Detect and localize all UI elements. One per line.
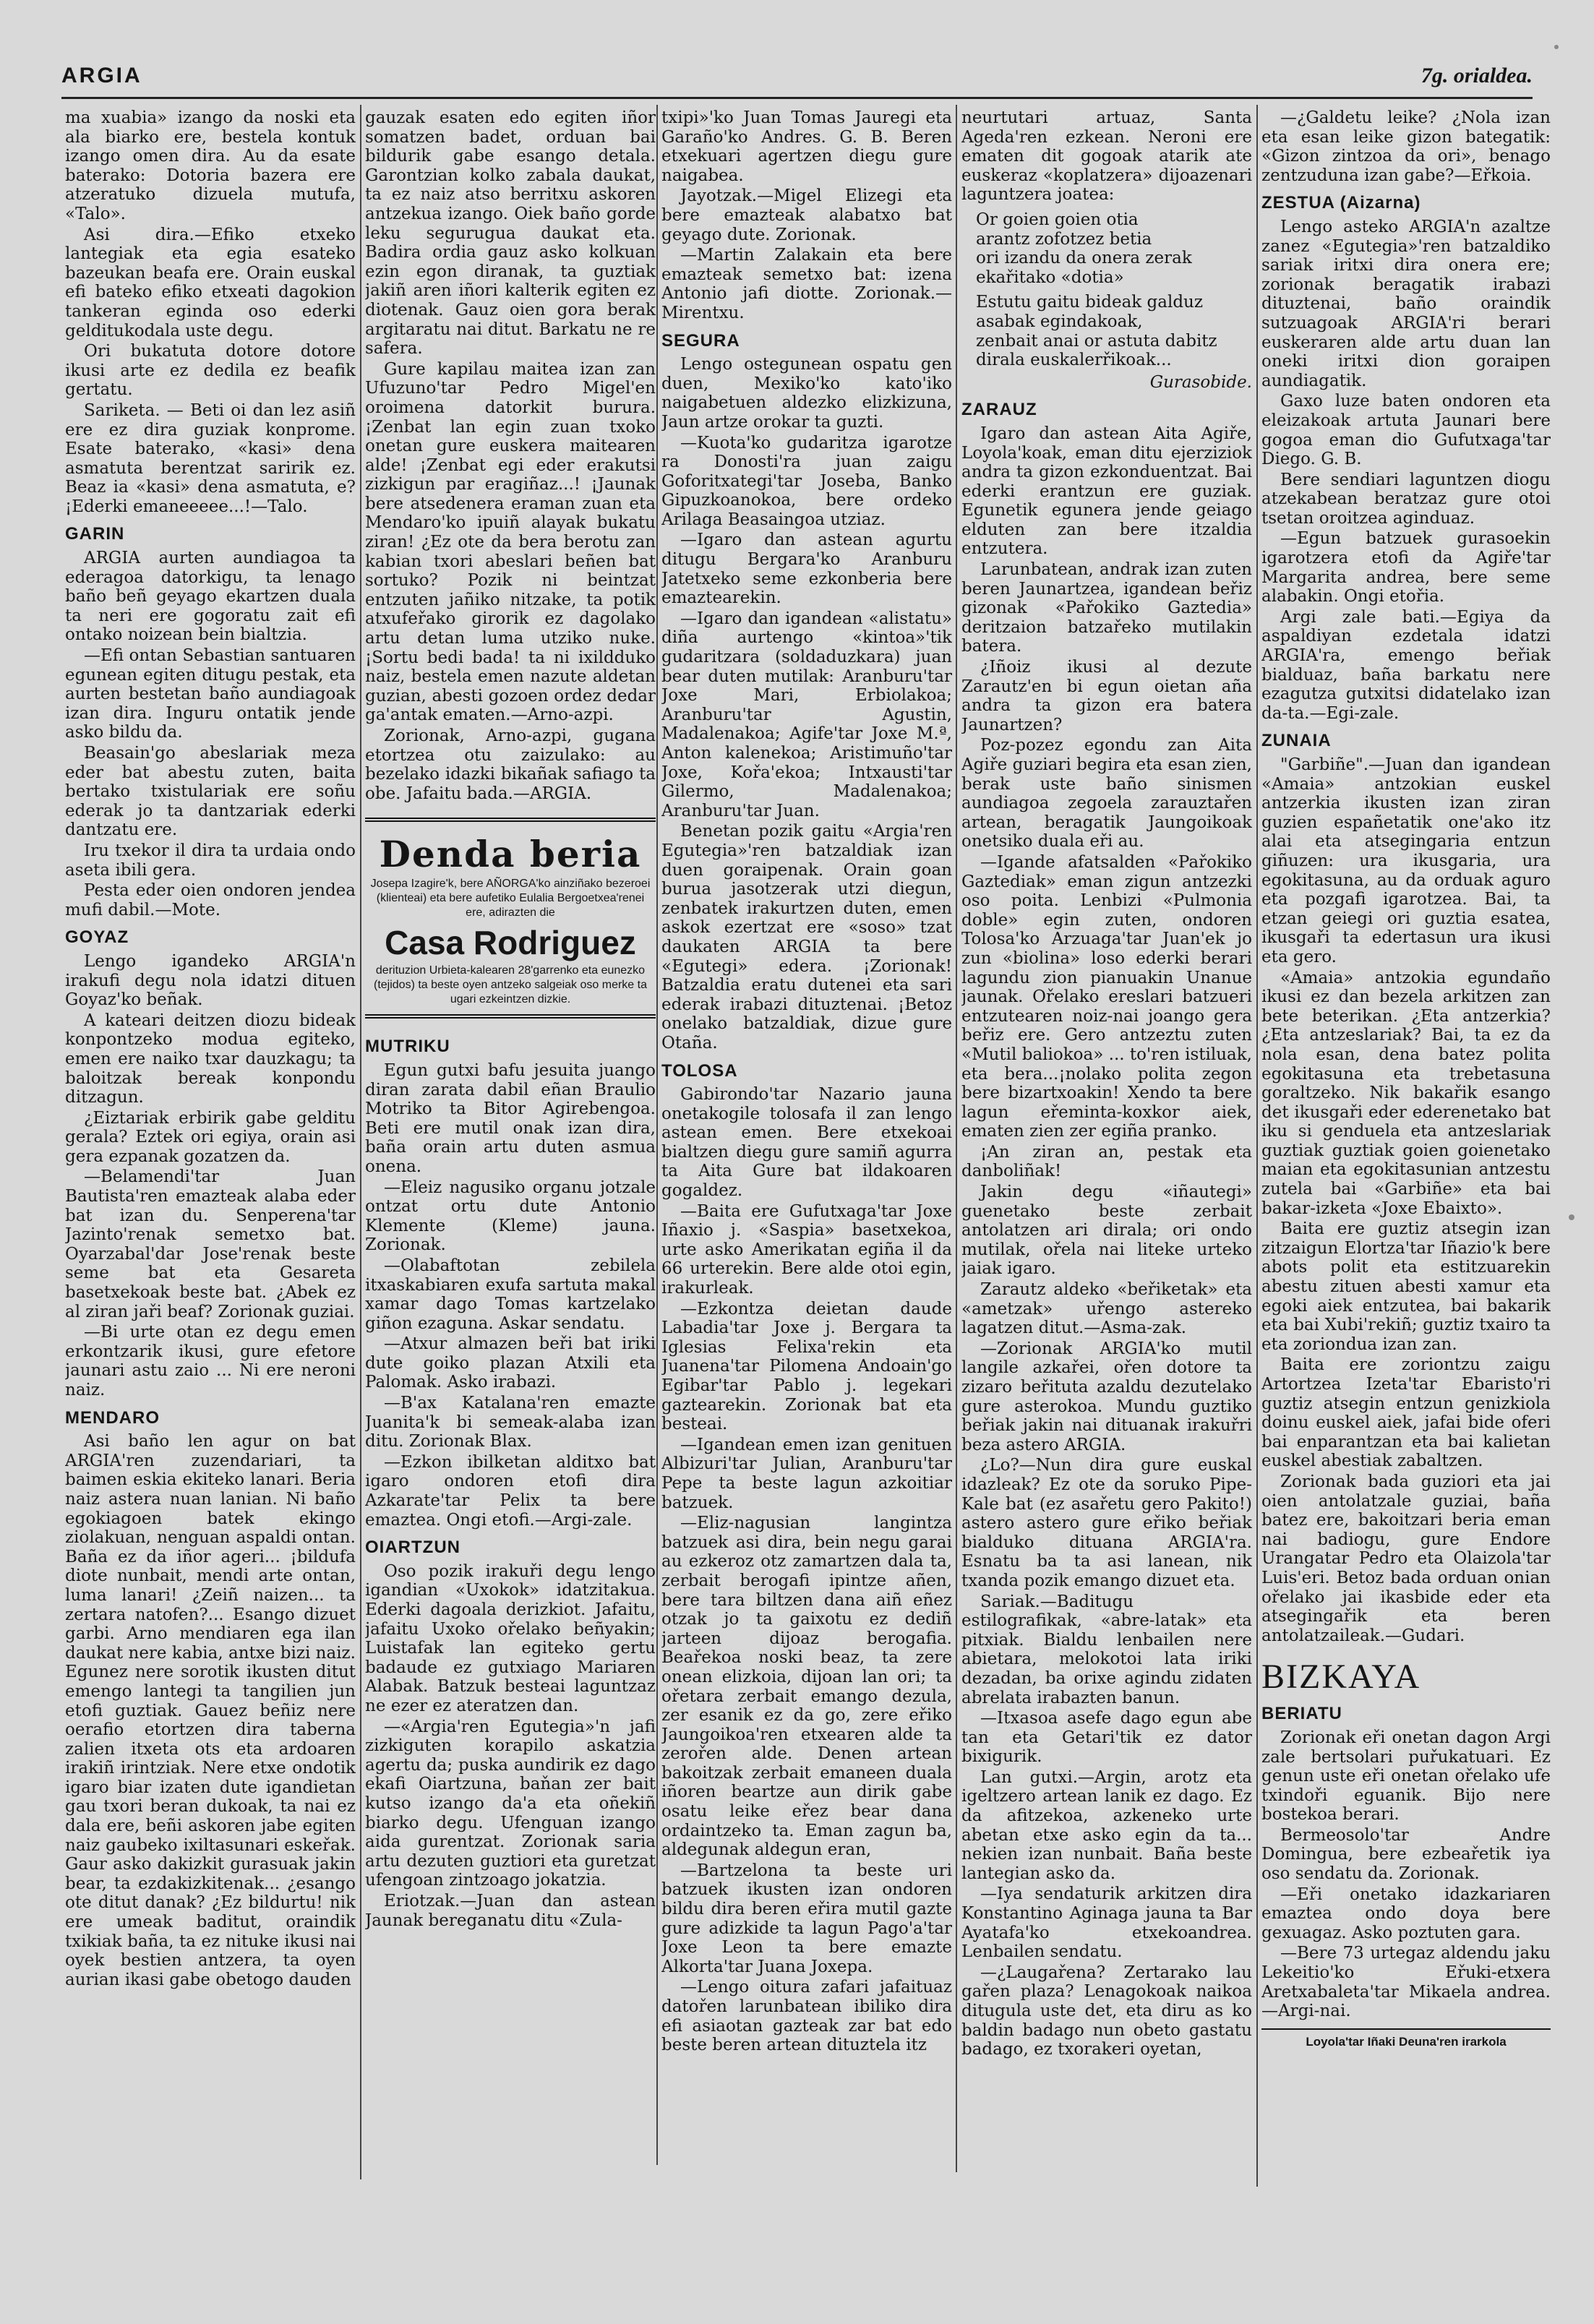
paragraph: —Efi ontan Sebastian santuaren egunean egiten ditugu pestak, eta aurten bestetan baño aundiagoak izan dira. Inguru ontatik jende asko bildu da. bbox=[65, 646, 356, 742]
paragraph: Eriotzak.—Juan dan astean Jaunak bereganatu ditu «Zula- bbox=[365, 1891, 656, 1930]
paper-speck bbox=[1554, 45, 1559, 49]
paragraph: Argi zale bati.—Egiya da aspaldiyan ezdetala idatzi ARGIA'ra, emengo beřiak bialduaz, baña barkatu nere ezagutza gutxitsi didatelako izan da-ta.—Egi-zale. bbox=[1261, 607, 1551, 723]
paragraph: Zorionak eři onetan dagon Argi zale bertsolari puřukatuari. Ez genun uste eři onetan ořelako ufe txindoři eguanik. Bijo nere bostekoa berari. bbox=[1261, 1728, 1551, 1825]
paragraph: —Martin Zalakain eta bere emazteak semetxo bat: izena Antonio jafi diotte. Zorionak.—Mirentxu. bbox=[661, 246, 952, 322]
paragraph: —Igaro dan astean agurtu ditugu Bergara'ko Aranburu Jatetxeko seme ezkonberia bere emaztearekin. bbox=[661, 531, 952, 608]
paragraph: Poz-pozez egondu zan Aita Agiře guziari begira eta esan zien, berak uste baño sinismen aundiagoa zegoela zarauztařen artean, beragatik Jaungoikoak onetsiko duala eři au. bbox=[961, 736, 1252, 852]
ornament-rule bbox=[365, 1014, 656, 1029]
paragraph: Lengo ostegunean ospatu gen duen, Mexiko'ko kato'iko naigabetuen aldezko elizkizuna, Jaun artze orokar ta guzti. bbox=[661, 355, 952, 432]
paragraph: —Atxur almazen beři bat iriki dute goiko plazan Atxili eta Palomak. Asko irabazi. bbox=[365, 1334, 656, 1392]
paragraph: ¿Iñoiz ikusi al dezute Zarautz'en bi egun oietan aña andra ta gizon era batera Jaunartzen? bbox=[961, 658, 1252, 734]
masthead-title: ARGIA bbox=[61, 64, 142, 87]
paragraph: Bere sendiari laguntzen diogu atzekabean beratzaz gure otoi tsetan oroitzea aginduaz. bbox=[1261, 470, 1551, 528]
paragraph: «Amaia» antzokia egundaño ikusi ez dan bezela arkitzen zan bete beterikan. ¿Eta antzerkia? ¿Eta antzeslariak? Bai, ta ez da nola esan, dena batez polita egokitasuna eta trebetasuna goraltzeko. Nik bakařik esango det ikusgaři eder ederenetako bat iku si genduela eta antzeslariak guztiak guztiak goien goienetako maian eta egokitasunian antzestu zutela bai «Garbiñe» eta bai bakar-izketa «Joxe Ebaixto». bbox=[1261, 968, 1551, 1218]
column-1 bbox=[65, 108, 356, 2161]
paragraph: ¡An ziran an, pestak eta danboliñak! bbox=[961, 1142, 1252, 1181]
signature: Gurasobide. bbox=[1149, 372, 1252, 392]
paragraph: —Igandean emen izan genituen Albizuri'tar Julian, Aranburu'tar Pepe ta beste lagun azkoitiar batzuek. bbox=[661, 1435, 952, 1512]
paragraph: Zorionak bada guziori eta jai oien antolatzale guziai, baña batez ere, bakoitzari beria eman nai badiogu, gure Endore Urangatar Pedro eta Olaizola'tar Luis'eri. Betoz bada orduan onian ořelako jai ikasbide eder eta atsegingařik eta beren antolatzaileak.—Gudari. bbox=[1261, 1472, 1551, 1645]
paragraph: Baita ere zoriontzu zaigu Artortzea Izeta'tar Ebaristo'ri guztiz atsegin entzun genizkiola doinu euskel aiek, jafai bide oferi bai enparantzan eta bai kalietan euskel abestiak zabaltzen. bbox=[1261, 1355, 1551, 1471]
paragraph: ¿Lo?—Nun dira gure euskal idazleak? Ez ote da soruko Pipe-Kale bat (ez asařetu gero Pakito!) astero astero gure eřiko beřiak bialduko dituana ARGIA'ra. Esnatu ba ta asi lanean, nik txanda pozik emango dizuet eta. bbox=[961, 1456, 1252, 1590]
section-heading: ZUNAIA bbox=[1261, 731, 1332, 751]
paragraph: —Iya sendaturik arkitzen dira Konstantino Aginaga jauna ta Bar Ayatafa'ko etxekoandrea. Lenbailen sendatu. bbox=[961, 1885, 1252, 1962]
paragraph: ma xuabia» izango da noski eta ala biarko ere, bestela kontuk izango omen dira. Au da esate baterako: Dotoria bazera ere atzeratuko dizuela mutufa, «Talo». bbox=[65, 108, 356, 223]
paragraph: Ori bukatuta dotore dotore ikusi arte ez dedila ez beafik gertatu. bbox=[65, 342, 356, 400]
paragraph: Bermeosolo'tar Andre Domingua, bere ezbeařetik iya oso sendatu da. Zorionak. bbox=[1261, 1825, 1551, 1884]
paragraph: —«Argia'ren Egutegia»'n jafi zizkiguten korapilo askatzia agertu da; puska aundirik ez dago ekafi Oiartzuna, baňan zer bait kutso izango da'a eta oñekiñ biarko degu. Ufenguan izango aida gurentzat. Zorionak saria artu dezuten guztiori eta guretzat ufengoan zintzoago jokatzia. bbox=[365, 1717, 656, 1890]
region-heading: BIZKAYA bbox=[1261, 1658, 1421, 1697]
paragraph: Gabirondo'tar Nazario jauna onetakogile tolosafa il zan lengo astean emen. Bere etxekoai bialtzen diegu gure samiñ agurra ta Aita Gure bat ildakoaren gogaldez. bbox=[661, 1085, 952, 1201]
paragraph: —Belamendi'tar Juan Bautista'ren emazteak alaba eder bat izan du. Senperena'tar Jazinto'renak semetxo bat. Oyarzabal'dar Jose'renak beste seme bat eta Gesareta basetxekoak beste bat. ¿Abek ez al ziran jaři beaf? Zorionak guziai. bbox=[65, 1167, 356, 1321]
paragraph: Larunbatean, andrak izan zuten beren Jaunartzea, igandean beřiz gizonak «Pařokiko Gaztedia» deritzaion batzařeko mutilakin batera. bbox=[961, 560, 1252, 656]
paragraph: Lengo asteko ARGIA'n azaltze zanez «Egutegia»'ren batzaldiko sariak iritxi dira onera ere; zorionak beragatik irabazi dituztenai, baño oraindik sutzuagoak ARGIA'ri berari euskeraren alde artu duan lan oneki iritxi dion goraipen aundiagatik. bbox=[1261, 217, 1551, 390]
section-heading: OIARTZUN bbox=[365, 1538, 460, 1558]
section-heading: GOYAZ bbox=[65, 927, 129, 948]
column-2 bbox=[365, 108, 656, 2158]
ornament-rule bbox=[365, 818, 656, 832]
paragraph: Oso pozik irakuři degu lengo igandian «Uxokok» idatzitakua. Ederki dagoala derizkiot. Jafaitu, jafaitu Uxoko ořelako beñyakin; Luistafak lan egiteko gertu badaude ez gutxiago Mariaren Alabak. Batzuk besteai laguntzaz ne ezer ez ateratzen dan. bbox=[365, 1561, 656, 1715]
column-rule bbox=[656, 105, 658, 2165]
paragraph: Jakin degu «iñautegi» guenetako beste zerbait antolatzen ari dirala; ori ondo mutilak, ořela nai liteke urteko jaiak igaro. bbox=[961, 1183, 1252, 1279]
column-5 bbox=[1261, 108, 1551, 2183]
paragraph: —Eliz-nagusian langintza batzuek asi dira, bein negu garai au ezkeroz otz zamartzen dala ta, zerbait berogafi ipintze añen, bere tara biltzen dana aiñ eñez otzak jo ta gaixotu ez dediñ jarteen dijoaz berogafia. Beařekoa noski beaz, ta zere onean elizkoia, dijoan lan ori; ta ořetara zerbait emango dezula, zer esanik ez da go, zere eřiko Jaungoikoa'ren etxearen alde ta zerořen alde. Denen artean bakoitzak zerbait emaneen duala iñoren beartze aun dirik gabe osatu leike eřez bear dana ordaintzeko ta. Eman zagun ba, aldegunak aldegun eran, bbox=[661, 1514, 952, 1860]
paragraph: —Bere 73 urtegaz aldendu jaku Lekeitio'ko Eřuki-etxera Aretxabaleta'tar Mikaela andrea.—Argi-nai. bbox=[1261, 1944, 1551, 2021]
paragraph: —Ezkon ibilketan alditxo bat igaro ondoren etofi dira Azkarate'tar Pelix ta bere emaztea. Ongi etofi.—Argi-zale. bbox=[365, 1452, 656, 1530]
column-3 bbox=[661, 108, 952, 2158]
paragraph: neurtutari artuaz, Santa Ageda'ren ezkean. Neroni ere ematen dit gogoak atarik ate euskeraz «koplatzera» dijoazenari laguntzera joatea: bbox=[961, 108, 1252, 205]
paragraph: —Igande afatsalden «Pařokiko Gaztediak» eman zigun antzezki oso poita. Lenbizi «Pulmonia doble» egin zuten, ondoren Tolosa'ko Arzuaga'tar Juan'ek jo zun «biolina» loso ederki berari lagundu zion pianuakin Unanue jaunak. Ořelako ereslari batzueri entzutearen noiz-nai joango gera beřiz ere. Gero antzeztu zuten «Mutil baliokoa» ... to'ren istiluak, eta bera...¡nolako polita zegon bere bizartxoakin! Xendo ta bere lagun eřeminta-koxkor aiek, ematen zien zer egiña pranko. bbox=[961, 852, 1252, 1141]
section-heading: SEGURA bbox=[661, 330, 740, 351]
ad-shop-name: Casa Rodriguez bbox=[385, 924, 636, 962]
paragraph: —Baita ere Gufutxaga'tar Joxe Iñaxio j. «Saspia» basetxekoa, urte asko Amerikatan egiña il da 66 urterekin. Bere alde otoi egin, irakurleak. bbox=[661, 1201, 952, 1298]
paragraph: —Itxasoa asefe dago egun abe tan eta Getari'tik ez dator bixigurik. bbox=[961, 1709, 1252, 1767]
page-header bbox=[61, 64, 1533, 99]
paragraph: —Kuota'ko gudaritza igarotze ra Donosti'ra juan zaigu Goforitxategi'tar Joseba, Banko Gipuzkoanokoa, bere ordeko Arilaga Beasaingoa utziaz. bbox=[661, 433, 952, 529]
paragraph: Lengo igandeko ARGIA'n irakufi degu nola idatzi dituen Goyaz'ko beñak. bbox=[65, 951, 356, 1010]
page-number: 7g. orialdea. bbox=[1421, 64, 1533, 87]
paragraph: —Ezkontza deietan daude Labadia'tar Joxe j. Bergara ta Iglesias Felixa'rekin eta Juanena'tar Pilomena Andoain'go Egibar'tar Pablo j. legekari gaztearekin. Zorionak bat eta besteai. bbox=[661, 1299, 952, 1434]
paragraph: Sariak.—Baditugu estilografikak, «abre-latak» eta pitxiak. Bialdu lenbailen nere abietara, melokotoi lata iriki dezadan, ba orixe agindu zidaten abrelata irabazten banun. bbox=[961, 1592, 1252, 1707]
ad-text: derituzion Urbieta-kalearen 28'garrenko eta eunezko (tejidos) ta beste oyen antzeko salgeiak oso merke ta ugari ezkeintzen dizkie. bbox=[374, 964, 647, 1006]
paragraph: —¿Galdetu leike? ¿Nola izan eta esan leike gizon bategatik: «Gizon zintzoa da ori», benago zentzuduna izan gabe?—Eřkoia. bbox=[1261, 108, 1551, 185]
paragraph: Asi baño len agur on bat ARGIA'ren zuzendariari, ta baimen eskia ekiteko lanari. Beria naiz astera nuan lanian. Ni baño egokiagoen batek ekingo ziolakuan, nenguan aspaldi ontan. Baña ez da iñor ageri... ¡bildufa diote nunbait, mendi arte ontan, luma lanari! ¿Zeiñ naizen... ta zertara natofen?... Esango dizuet garbi. Arno mendiaren ega ilan daukat nere kabia, antxe bizi naiz. Egunez nere sorotik ikusten ditut emengo lantegi ta tangilien jun etofi guztiak. Gauez beñiz nere oerafio etortzen dira taberna zalien itxeta ots eta ardoaren irakiñ irintziak. Nere etxe ondotik igaro biar izaten dute igandietan gau txori beran dukoak, ta nai ez dala ere, beñi askoren jabe egiten naiz gaubeko ixiltasunari eskeřak. Gaur asko dakizkit gurasuak jakin bear, ta ezdakizkitenak... ¿esango ote ditut danak? ¿Ez bildurtu! nik ere umeak baditut, oraindik txikiak baña, ta ez nituke ikusi nai oyek bestien antzera, ta oyen aurian ikasi gabe obetogo dauden bbox=[65, 1432, 356, 1989]
shop-advertisement bbox=[365, 818, 656, 1029]
section-heading: GARIN bbox=[65, 524, 125, 544]
paragraph: Pesta eder oien ondoren jendea mufi dabil.—Mote. bbox=[65, 881, 356, 919]
paragraph: A kateari deitzen diozu bideak konpontzeko modua egiteko, emen ere naiko txar dauzkagu; ta baloitzak bereak konpondu ditzagun. bbox=[65, 1011, 356, 1107]
paragraph: Baita ere guztiz atsegin izan zitzaigun Elortza'tar Iñazio'k bere abots polit eta estitzuarekin abestu zituen abesti xamur eta egoki aiek entzutea, bai bakarik eta bai Xubi'rekiñ; guztiz txairo ta eta zoriondua izan zan. bbox=[1261, 1219, 1551, 1354]
paragraph: —Igaro dan igandean «alistatu» diña aurtengo «kintoa»'tik gudaritzara (soldaduzkara) juan bear duten mutilak: Aranburu'tar Joxe Mari, Erbiolakoa; Aranburu'tar Agustin, Madalenakoa; Agife'tar Joxe M.ª, Anton kalenekoa; Aristimuño'tar Joxe, Kořa'ekoa; Intxausti'tar Gilermo, Madalenakoa; Aranburu'tar Juan. bbox=[661, 609, 952, 820]
paragraph: Zorionak, Arno-azpi, gugana etortzea otu zaizulako: au bezelako idazki bikañak safiago ta obe. Jafaitu bada.—ARGIA. bbox=[365, 726, 656, 803]
paragraph: Asi dira.—Efiko etxeko lantegiak eta egia esateko bazeukan beafa ere. Orain euskal efi bateko efiko etxeati dagokion tankeran eginda oso ederki gelditukodala uste degu. bbox=[65, 225, 356, 340]
column-rule bbox=[360, 105, 361, 2179]
paragraph: Gaxo luze baten ondoren eta eleizakoak artuta Jaunari bere gogoa eman dio Gufutxaga'tar Diego. G. B. bbox=[1261, 392, 1551, 469]
paragraph: Gure kapilau maitea izan zan Ufuzuno'tar Pedro Migel'en oroimena datorkit burura. ¡Zenbat lan egin zuan txoko onetan gure euskera maitearen alde! ¡Zenbat egi eder erakutsi zizkigun par eragiñaz...! ¡Jaunak bere atsedenera eraman zuan eta Mendaro'ko ipuiñ alayak bukatu ziran! ¿Ez ote da bera berotu zan kabian txori abeslari beñen bat sortuko? Pozik ni beintzat entzuten jañiko nitzake, ta potik atxufeřako girorik ez dagolako artu detan luma utziko nuke. ¡Sortu bedi bada! ta ni ixildduko naiz, bestela emen nazute aldetan guzian, abesti gozoen ordez dedar ga'antak ematen.—Arno-azpi. bbox=[365, 359, 656, 725]
paragraph: Iru txekor il dira ta urdaia ondo aseta ibili gera. bbox=[65, 841, 356, 880]
verse: Estutu gaitu bideak galduz asabak egindakoak, zenbait anai or astuta dabitz dirala euskalerřikoak... bbox=[976, 293, 1217, 370]
paragraph: ¿Eiztariak erbirik gabe gelditu gerala? Eztek ori egiya, orain asi gera ezpanak gozatzen da. bbox=[65, 1108, 356, 1166]
paragraph: —B'ax Katalana'ren emazte Juanita'k bi semeak-alaba izan ditu. Zorionak Blax. bbox=[365, 1394, 656, 1452]
verse: Or goien goien otia arantz zofotzez betia ori izandu da onera zerak ekařitako «dotia» bbox=[976, 210, 1192, 287]
paper-speck bbox=[1569, 1214, 1574, 1220]
section-heading: BERIATU bbox=[1261, 1704, 1342, 1724]
paragraph: —Eři onetako idazkariaren emaztea ondo doya bere gexuagaz. Asko poztuten gara. bbox=[1261, 1885, 1551, 1942]
section-heading: TOLOSA bbox=[661, 1060, 738, 1081]
paragraph: Sariketa. — Beti oi dan lez asiñ ere ez dira guziak konprome. Esate baterako, «kasi» dena asmatuta berentzat saririk ez. Beaz ia «kasi» dena asmatuta, e? ¡Ederki emaneeeee...!—Talo. bbox=[65, 400, 356, 516]
paragraph: txipi»'ko Juan Tomas Jauregi eta Garaño'ko Andres. G. B. Beren etxekuari agertzen diegu gure naigabea. bbox=[661, 108, 952, 185]
section-heading: MUTRIKU bbox=[365, 1037, 450, 1057]
paragraph: —Bartzelona ta beste uri batzuek ikusten izan ondoren bildu dira beren eřira mutil gazte gure adizkide ta lagun Pago'a'tar Joxe Leon ta bere emazte Alkorta'tar Juana Joxepa. bbox=[661, 1861, 952, 1976]
paragraph: Igaro dan astean Aita Agiře, Loyola'koak, eman ditu ejerziziok andra ta gizon ezkonduentzat. Bai ederki erantzun ere guziak. Egunetik egunera jende geiago elduten zan bere itzaldia entzutera. bbox=[961, 424, 1252, 559]
column-rule bbox=[956, 105, 957, 2172]
paragraph: —Eleiz nagusiko organu jotzale ontzat ortu dute Antonio Klemente (Kleme) jauna. Zorionak. bbox=[365, 1178, 656, 1255]
paragraph: Egun gutxi bafu jesuita juango diran zarata dabil eñan Braulio Motriko ta Bitor Agirebengoa. Beti ere mutil onak izan dira, baña orain artu duten asmua onena. bbox=[365, 1060, 656, 1176]
section-heading: ZESTUA (Aizarna) bbox=[1261, 193, 1421, 213]
paragraph: Jayotzak.—Migel Elizegi eta bere emazteak alabatxo bat geyago dute. Zorionak. bbox=[661, 186, 952, 244]
section-heading: ZARAUZ bbox=[961, 400, 1037, 420]
paragraph: Benetan pozik gaitu «Argia'ren Egutegia»'ren batzaldiak izan duen goraipenak. Orain goan burua jasotzerak utzi diegun, zenbatek irakurtzen duten, emen askok ezertzat ere «soso» tzat daukaten ARGIA ta bere «Egutegi» edera. ¡Zorionak! Batzaldia eratu dutenei eta sari ederak irabazi dituztenai. ¡Betoz onelako batzaldiak, dizue gure Otaña. bbox=[661, 822, 952, 1052]
paragraph: Zarautz aldeko «beřiketak» eta «ametzak» uřengo astereko lagatzen ditut.—Asma-zak. bbox=[961, 1280, 1252, 1338]
column-rule bbox=[1256, 105, 1258, 2187]
paragraph: —Zorionak ARGIA'ko mutil langile azkařei, ořen dotore ta zizaro beřituta azaldu dezutelako gure asterokoa. Mundu guztiko beřiak jakin nai dituanak irakuřri beza astero ARGIA. bbox=[961, 1339, 1252, 1454]
paragraph: Lan gutxi.—Argin, arotz eta igeltzero artean lanik ez dago. Ez da afitzekoa, azkeneko urte abetan etxe asko egin da ta... nekien izan nunbait. Baña beste lantegian asko da. bbox=[961, 1767, 1252, 1883]
paragraph: gauzak esaten edo egiten iñor somatzen badet, orduan bai bildurik gabe esango detala. Garontzian kolko zabala daukat, ta ez naiz atso berritxu askoren antzekua izango. Oiek baño gorde leku segurugua daukat eta. Badira ordia gauz asko kolkuan ezin egon diranak, ta guztiak jakiñ aren iñori kalterik egiten ez diotenak. Gauz oien gora berak argitaratu nai ditut. Barkatu ne re safera. bbox=[365, 108, 656, 359]
paragraph: —Bi urte otan ez degu emen erkontzarik ikusi, gure efetore jaunari astu zaio ... Ni ere neroni naiz. bbox=[65, 1323, 356, 1399]
section-heading: MENDARO bbox=[65, 1407, 160, 1428]
paragraph: —¿Laugařena? Zertarako lau gařen plaza? Lenagokoak naikoa ditugula uste det, eta diru as ko baldin badago nun obeto gastatu badago, ez txorakeri oyetan, bbox=[961, 1963, 1252, 2059]
paragraph: —Egun batzuek gurasoekin igarotzera etofi da Agiře'tar Margarita andrea, bere seme alabakin. Ongi etořia. bbox=[1261, 529, 1551, 606]
printer-imprint: Loyola'tar Iñaki Deuna'ren irarkola bbox=[1261, 2028, 1551, 2052]
ad-title: Denda beria bbox=[379, 833, 642, 876]
paragraph: —Olabaftotan zebilela itxaskabiaren exufa sartuta makal xamar dago Tomas kartzelako giñon ezaguna. Askar sendatu. bbox=[365, 1256, 656, 1333]
paragraph: Beasain'go abeslariak meza eder bat abestu zuten, baita bertako txistulariak ere soñu ederak jo ta dantzariak ederki dantzatu ere. bbox=[65, 744, 356, 840]
paragraph: —Lengo oitura zafari jafaituaz datořen larunbatean ibiliko dira efi asiaotan gazteak zar bat edo beste beren artean dituztela itz bbox=[661, 1978, 952, 2055]
ad-text: Josepa Izagire'k, bere AÑORGA'ko ainziñako bezeroei (klienteai) eta bere aufetiko Eulalia Bergoetxea'renei ere, adirazten die bbox=[370, 878, 651, 919]
paragraph: "Garbiñe".—Juan dan igandean «Amaia» antzokian euskel antzerkia ikusten izan ziran guzien españetatik one'ako itz alai eta atsegingaria entzun giñuzen: ura ikusgaria, ura egokitasuna, au da orduak aguro eta pozgafi igarotzea. Bai, ta etzan geiegi ori guztia esatea, ikusgaři ta edertasun ura ikusi eta gero. bbox=[1261, 755, 1551, 966]
paragraph: ARGIA aurten aundiagoa ta ederagoa datorkigu, ta lenago baño beñ geyago ekartzen duala ta neri ere gogoratu zait efi ontako noizean bein bialtzia. bbox=[65, 549, 356, 645]
column-4 bbox=[961, 108, 1252, 2158]
